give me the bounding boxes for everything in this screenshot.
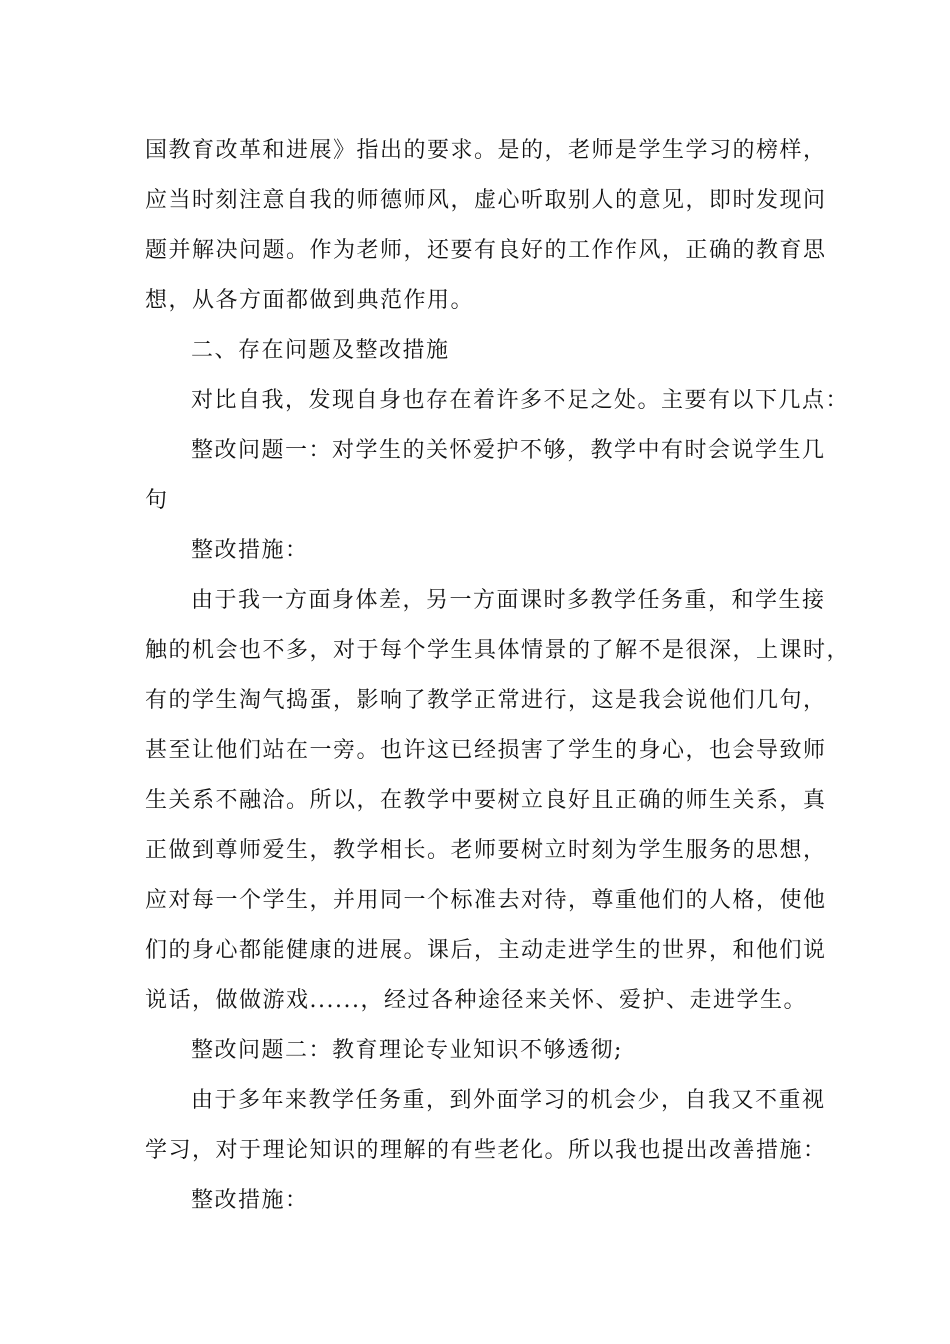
text-line: 应对每一个学生，并用同一个标准去对待，尊重他们的人格，使他 (145, 888, 827, 913)
text-line: 对比自我，发现自身也存在着许多不足之处。主要有以下几点： (191, 388, 850, 413)
text-line: 由于我一方面身体差，另一方面课时多教学任务重，和学生接 (191, 588, 826, 613)
text-line: 学习，对于理论知识的理解的有些老化。所以我也提出改善措施： (145, 1138, 827, 1163)
text-line: 触的机会也不多，对于每个学生具体情景的了解不是很深，上课时， (145, 638, 851, 663)
text-line: 生关系不融洽。所以，在教学中要树立良好且正确的师生关系，真 (145, 788, 827, 813)
text-line: 有的学生淘气捣蛋，影响了教学正常进行，这是我会说他们几句， (145, 688, 827, 713)
issue-heading: 整改问题二：教育理论专业知识不够透彻; (191, 1038, 623, 1063)
text-line: 正做到尊师爱生，教学相长。老师要树立时刻为学生服务的思想， (145, 838, 827, 863)
text-line: 由于多年来教学任务重，到外面学习的机会少，自我又不重视 (191, 1088, 826, 1113)
issue-heading: 整改问题一：对学生的关怀爱护不够，教学中有时会说学生几 (191, 438, 826, 463)
text-line: 们的身心都能健康的进展。课后，主动走进学生的世界，和他们说 (145, 938, 827, 963)
text-line: 甚至让他们站在一旁。也许这已经损害了学生的身心，也会导致师 (145, 738, 827, 763)
text-line: 国教育改革和进展》指出的要求。是的，老师是学生学习的榜样， (145, 138, 827, 163)
text-line: 句 (145, 488, 169, 513)
text-line: 想，从各方面都做到典范作用。 (145, 288, 475, 313)
section-heading: 二、存在问题及整改措施 (191, 338, 450, 363)
text-line: 应当时刻注意自我的师德师风，虚心听取别人的意见，即时发现问 (145, 188, 827, 213)
text-line: 题并解决问题。作为老师，还要有良好的工作作风，正确的教育思 (145, 238, 827, 263)
text-line: 说话，做做游戏......，经过各种途径来关怀、爱护、走进学生。 (145, 988, 807, 1013)
measures-heading: 整改措施： (191, 1188, 309, 1213)
measures-heading: 整改措施： (191, 538, 309, 563)
